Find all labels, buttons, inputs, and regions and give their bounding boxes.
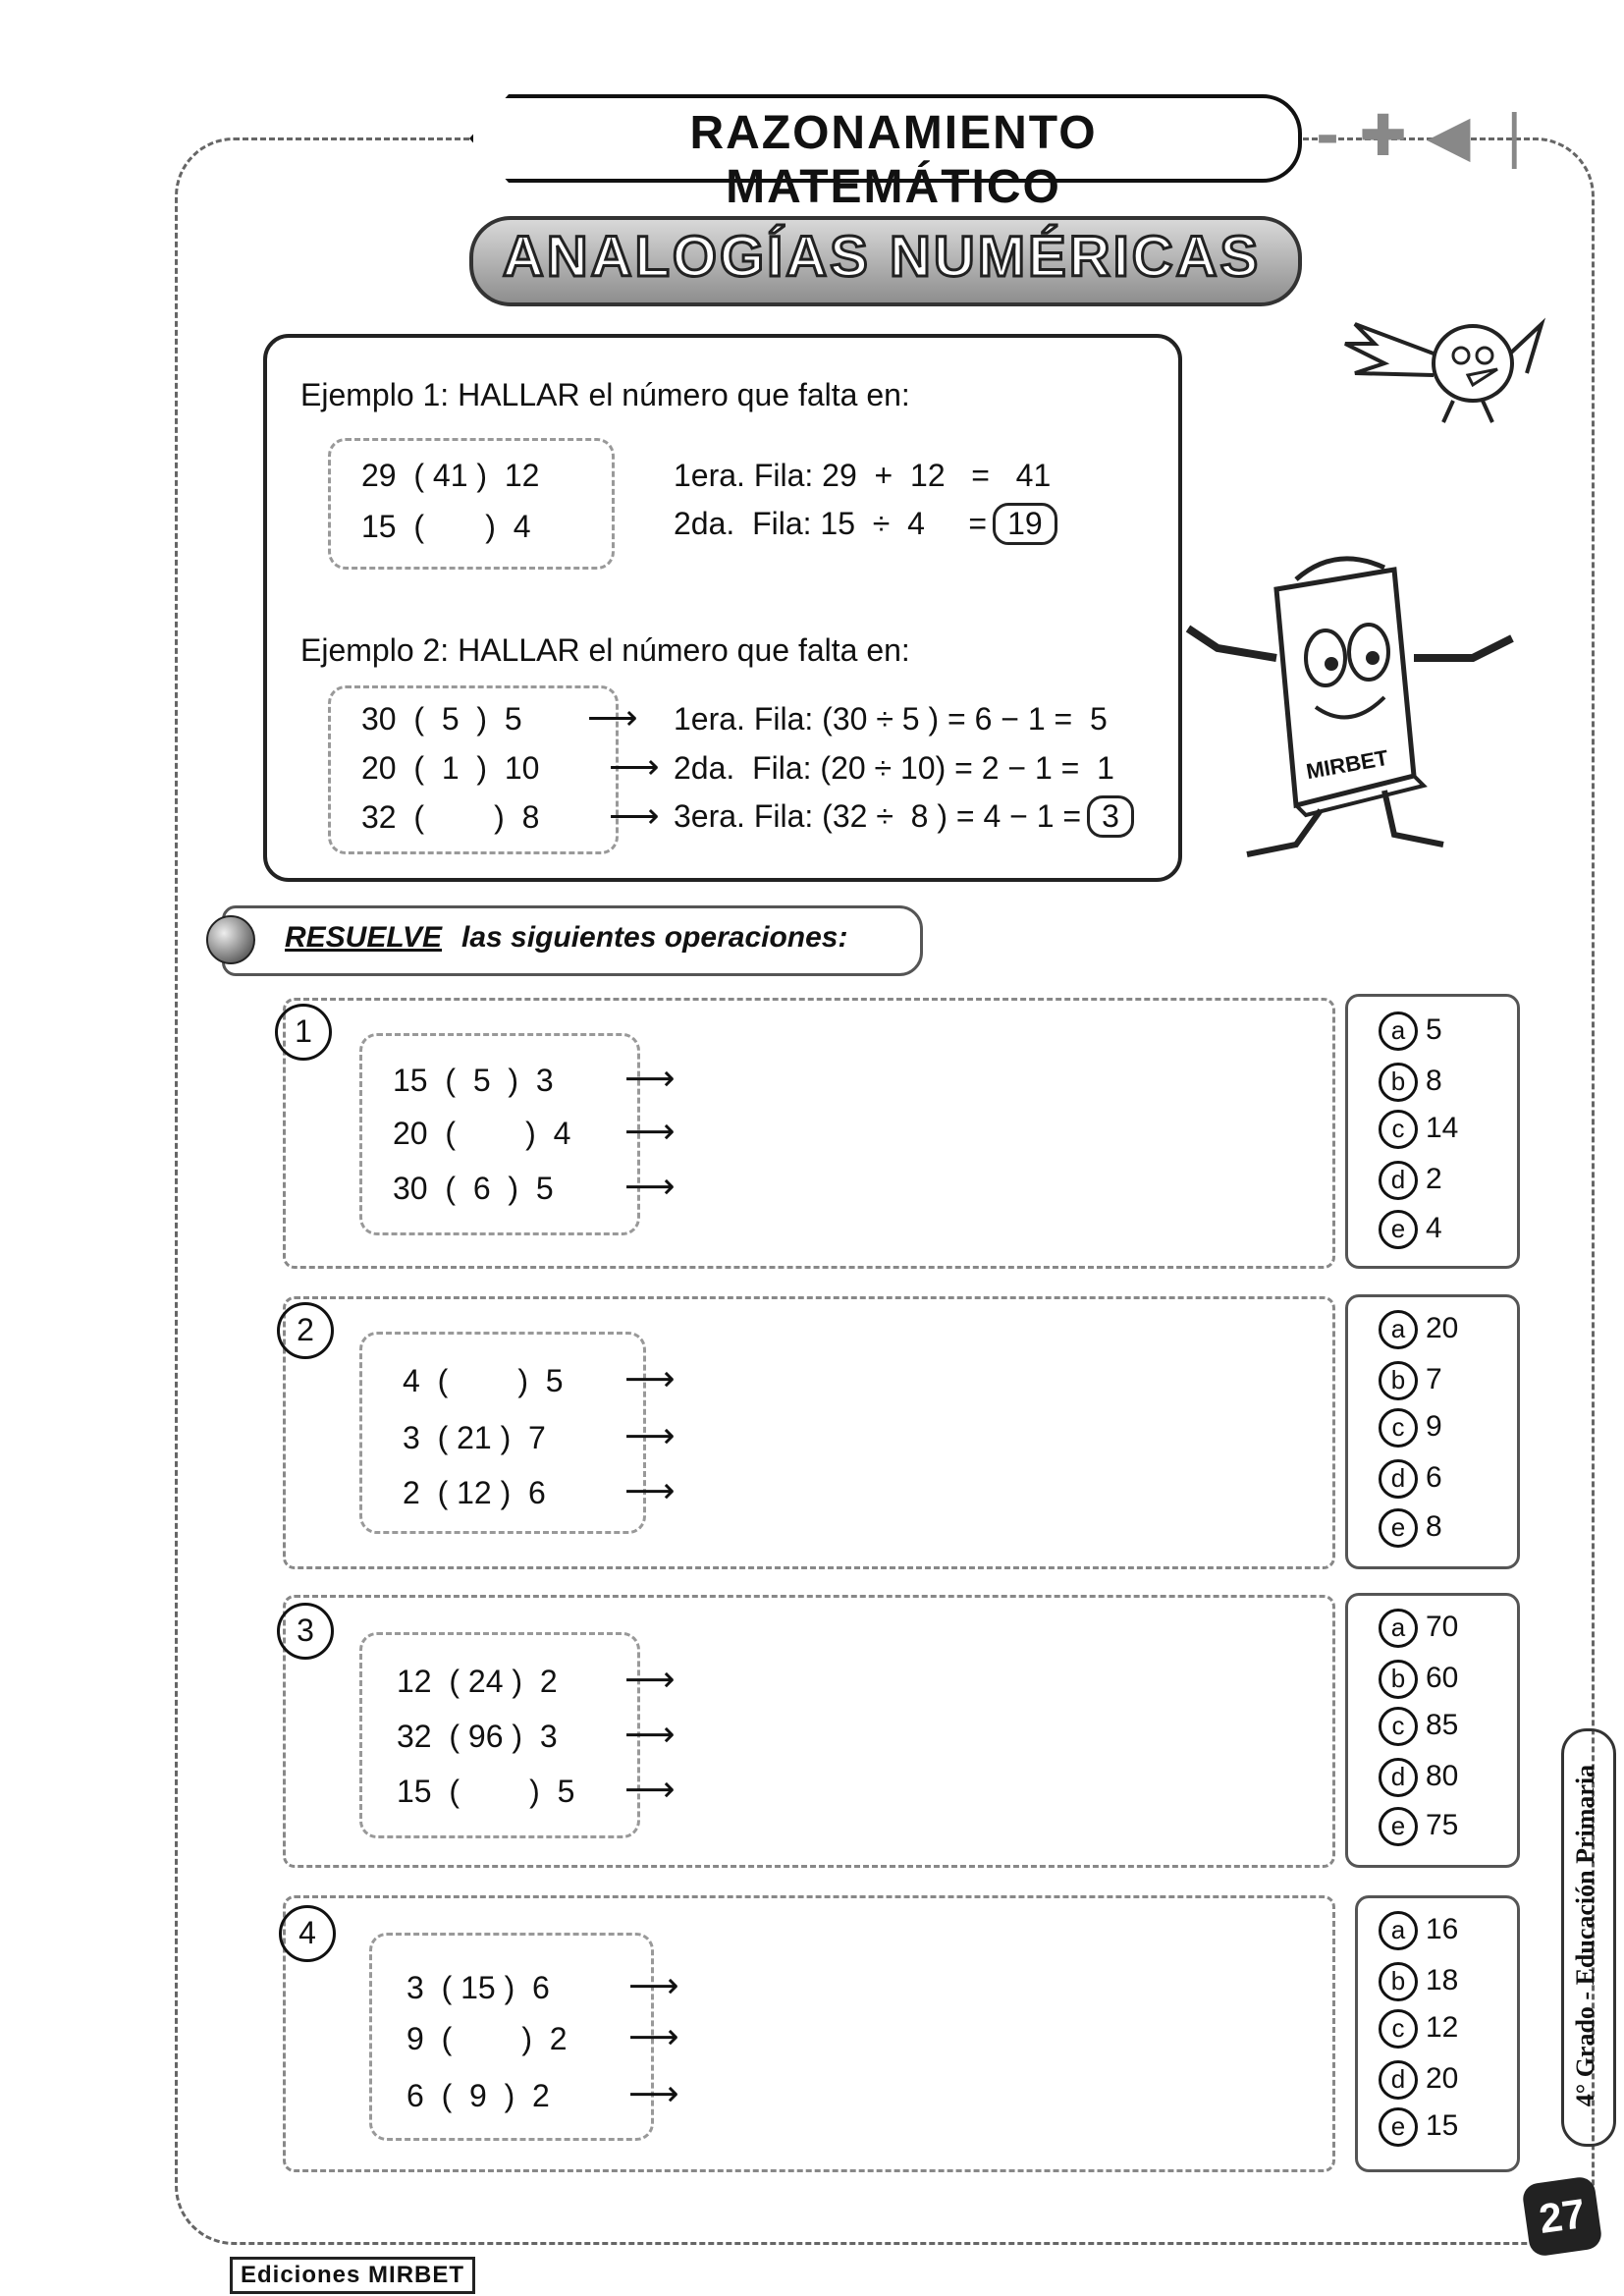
option-d[interactable]: d 20 [1379,2060,1458,2100]
exercise-row: 9 ( ) 2 [406,2021,568,2056]
exercise-number: 2 [277,1302,334,1359]
book-mascot-icon [1149,550,1532,874]
arrow-right-icon: ⟶ [624,1715,676,1755]
option-b[interactable]: b 8 [1379,1063,1442,1102]
option-e[interactable]: e 8 [1379,1508,1442,1548]
exercise-row: 30 ( 6 ) 5 [393,1171,554,1206]
exercise-row: 20 ( ) 4 [393,1116,571,1151]
arrow-right-icon: ⟶ [624,1416,676,1456]
arrow-right-icon: ⟶ [624,1660,676,1700]
option-e[interactable]: e 15 [1379,2107,1458,2147]
example2-row: 30 ( 5 ) 5 [361,701,522,737]
bullet-icon [206,915,255,964]
page-number: 27 [1521,2175,1603,2258]
option-c[interactable]: c 14 [1379,1110,1458,1149]
example2-answer: 3 [1087,795,1134,838]
exercise-row: 3 ( 21 ) 7 [403,1420,546,1455]
option-d[interactable]: d 6 [1379,1459,1442,1499]
example1-row: 15 ( ) 4 [361,509,531,544]
option-a[interactable]: a 20 [1379,1310,1458,1349]
arrow-right-icon: ⟶ [628,2074,679,2114]
option-c[interactable]: c 12 [1379,2009,1458,2049]
arrow-right-icon: ⟶ [628,2017,679,2057]
arrow-right-icon: ⟶ [609,795,660,836]
exercise-row: 32 ( 96 ) 3 [397,1719,558,1754]
option-b[interactable]: b 18 [1379,1962,1458,2001]
example1-answer: 19 [993,503,1057,545]
option-a[interactable]: a 5 [1379,1011,1442,1051]
option-b[interactable]: b 7 [1379,1361,1442,1400]
example2-solution: 3era. Fila: (32 ÷ 8 ) = 4 − 1 = 3 [674,795,1134,838]
arrow-right-icon: ⟶ [624,1059,676,1099]
instruction-text: las siguientes operaciones: [461,921,848,954]
option-c[interactable]: c 85 [1379,1707,1458,1746]
example1-row: 29 ( 41 ) 12 [361,458,540,493]
exercise-row: 12 ( 24 ) 2 [397,1664,558,1699]
exercise-number: 3 [277,1603,334,1660]
exercise-row: 6 ( 9 ) 2 [406,2078,550,2113]
mascot-label: MIRBET [1304,744,1390,785]
option-d[interactable]: d 80 [1379,1758,1458,1797]
exercise-number: 4 [279,1905,336,1962]
example2-title: Ejemplo 2: HALLAR el número que falta en: [300,632,910,668]
option-e[interactable]: e 75 [1379,1807,1458,1846]
instruction-strong: RESUELVE [285,921,443,954]
arrow-right-icon: ⟶ [624,1167,676,1207]
example2-solution: 2da. Fila: (20 ÷ 10) = 2 − 1 = 1 [674,750,1114,786]
option-a[interactable]: a 16 [1379,1911,1458,1950]
banner-title: RAZONAMIENTO MATEMÁTICO [689,107,1098,213]
option-c[interactable]: c 9 [1379,1408,1442,1448]
arrow-right-icon: ⟶ [609,746,660,787]
exercise-row: 4 ( ) 5 [403,1363,564,1398]
grade-label: 4° Grado - Educación Primaria [1571,1764,1599,2107]
option-b[interactable]: b 60 [1379,1660,1458,1699]
arrow-right-icon: ⟶ [624,1112,676,1152]
example2-row: 20 ( 1 ) 10 [361,750,540,786]
option-d[interactable]: d 2 [1379,1161,1442,1200]
exercise-row: 15 ( ) 5 [397,1774,575,1809]
example2-row: 32 ( ) 8 [361,799,540,835]
arrow-right-icon: ⟶ [624,1359,676,1399]
option-e[interactable]: e 4 [1379,1210,1442,1249]
publisher-label: Ediciones MIRBET [230,2257,475,2294]
exercise-row: 15 ( 5 ) 3 [393,1063,554,1098]
arrow-right-icon: ⟶ [624,1471,676,1511]
decorative-symbols: - ✚ ◀ ❘ [1316,102,1539,169]
arrow-right-icon: ⟶ [624,1770,676,1810]
exercise-row: 3 ( 15 ) 6 [406,1970,550,2005]
exercise-number: 1 [275,1004,332,1061]
page-title: ANALOGÍAS NUMÉRICAS [502,225,1262,289]
example1-solution: 2da. Fila: 15 ÷ 4 = 19 [674,503,1057,545]
bird-illustration-icon [1335,285,1551,442]
exercise-row: 2 ( 12 ) 6 [403,1475,546,1510]
arrow-right-icon: ⟶ [587,697,638,738]
option-a[interactable]: a 70 [1379,1609,1458,1648]
example1-solution: 1era. Fila: 29 + 12 = 41 [674,458,1052,493]
example1-title: Ejemplo 1: HALLAR el número que falta en: [300,377,910,412]
arrow-right-icon: ⟶ [628,1966,679,2006]
example2-solution: 1era. Fila: (30 ÷ 5 ) = 6 − 1 = 5 [674,701,1108,737]
